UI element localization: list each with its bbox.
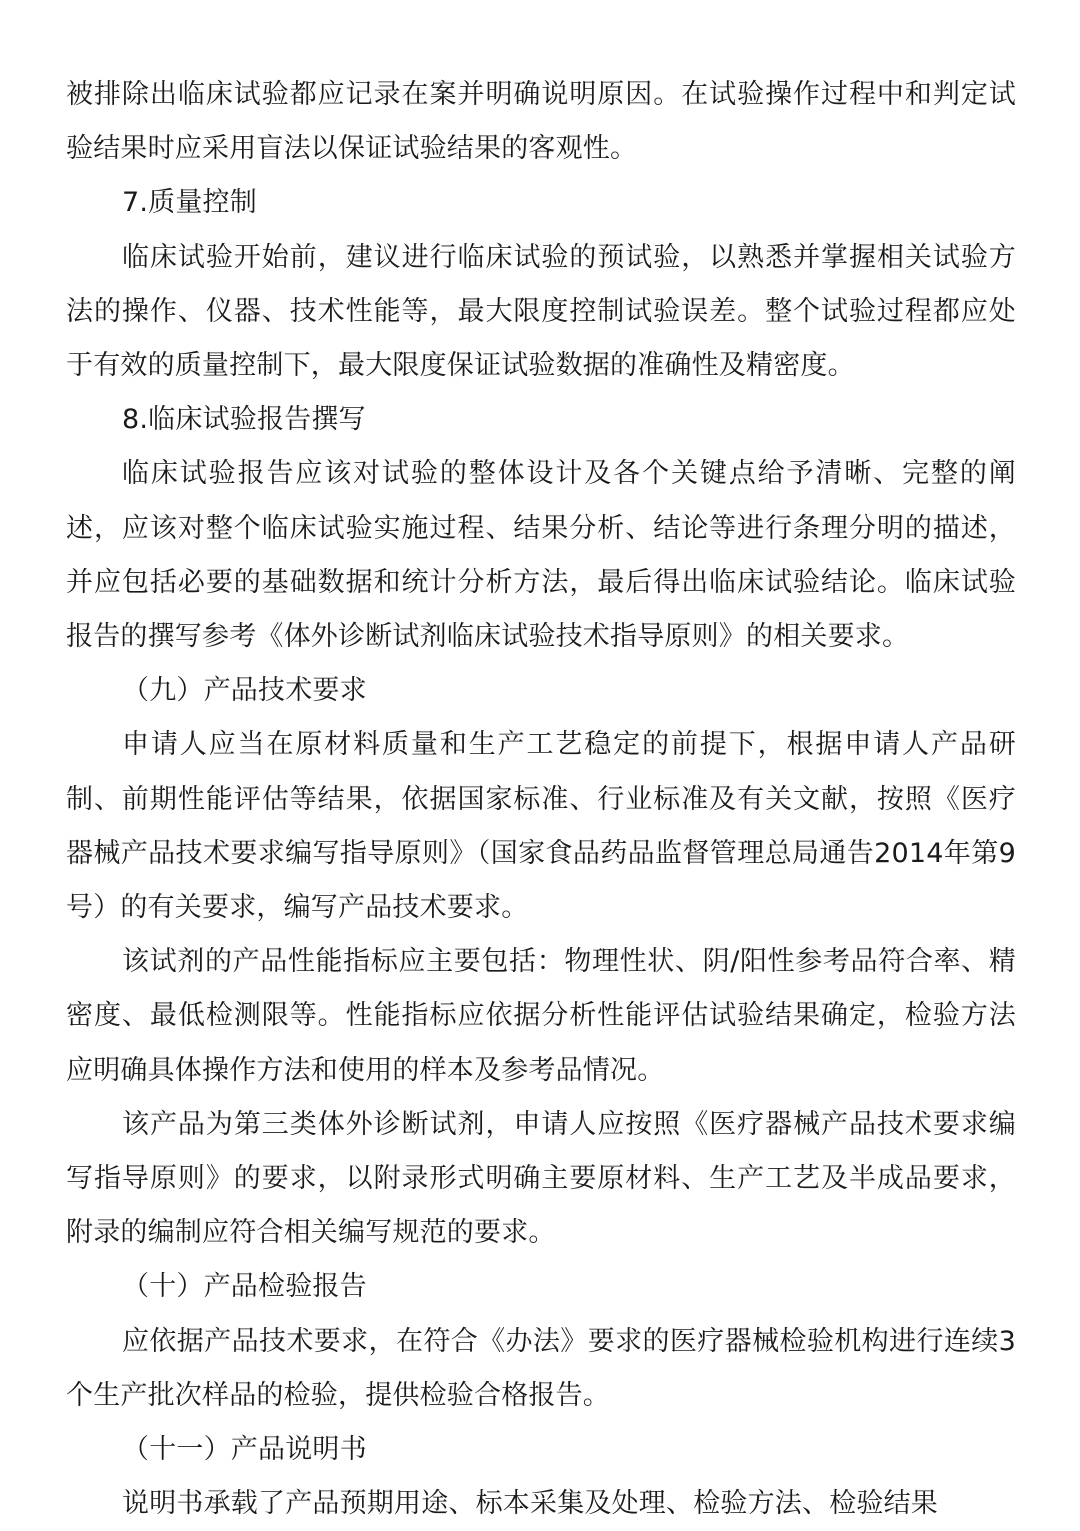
document-body bbox=[66, 68, 1016, 1531]
paragraph-clinical-report: 临床试验报告应该对试验的整体设计及各个关键点给予清晰、完整的阐述，应该对整个临床试验实施过程、结果分析、结论等进行条理分明的描述，并应包括必要的基础数据和统计分析方法，最后得出临床试验结论。临床试验报告的撰写参考《体外诊断试剂临床试验技术指导原则》的相关要求。 bbox=[66, 458, 1016, 653]
paragraph-quality-control: 临床试验开始前，建议进行临床试验的预试验，以熟悉并掌握相关试验方法的操作、仪器、技术性能等，最大限度控制试验误差。整个试验过程都应处于有效的质量控制下，最大限度保证试验数据的准确性及精密度。 bbox=[66, 241, 1016, 382]
heading-inspection-report: （十）产品检验报告 bbox=[122, 1271, 367, 1303]
paragraph-inspection-report: 应依据产品技术要求，在符合《办法》要求的医疗器械检验机构进行连续3个生产批次样品的检验，提供检验合格报告。 bbox=[66, 1325, 1016, 1411]
paragraph-technical-requirements-2: 该试剂的产品性能指标应主要包括：物理性状、阴/阳性参考品符合率、精密度、最低检测限等。性能指标应依据分析性能评估试验结果确定，检验方法应明确具体操作方法和使用的样本及参考品情况。 bbox=[66, 946, 1016, 1086]
paragraph-technical-requirements-3: 该产品为第三类体外诊断试剂，申请人应按照《医疗器械产品技术要求编写指导原则》的要求，以附录形式明确主要原材料、生产工艺及半成品要求，附录的编制应符合相关编写规范的要求。 bbox=[66, 1108, 1016, 1249]
heading-product-manual: （十一）产品说明书 bbox=[122, 1434, 367, 1466]
heading-clinical-report: 8.临床试验报告撰写 bbox=[122, 404, 366, 436]
paragraph-technical-requirements-1: 申请人应当在原材料质量和生产工艺稳定的前提下，根据申请人产品研制、前期性能评估等结果，依据国家标准、行业标准及有关文献，按照《医疗器械产品技术要求编写指导原则》（国家食品药品监督管理总局通告2014年第9号）的有关要求，编写产品技术要求。 bbox=[66, 729, 1016, 924]
paragraph-product-manual: 说明书承载了产品预期用途、标本采集及处理、检验方法、检验结果 bbox=[122, 1488, 938, 1520]
paragraph-continuation: 被排除出临床试验都应记录在案并明确说明原因。在试验操作过程中和判定试验结果时应采用盲法以保证试验结果的客观性。 bbox=[66, 79, 1016, 165]
heading-technical-requirements: （九）产品技术要求 bbox=[122, 675, 367, 707]
heading-quality-control: 7.质量控制 bbox=[122, 187, 257, 219]
